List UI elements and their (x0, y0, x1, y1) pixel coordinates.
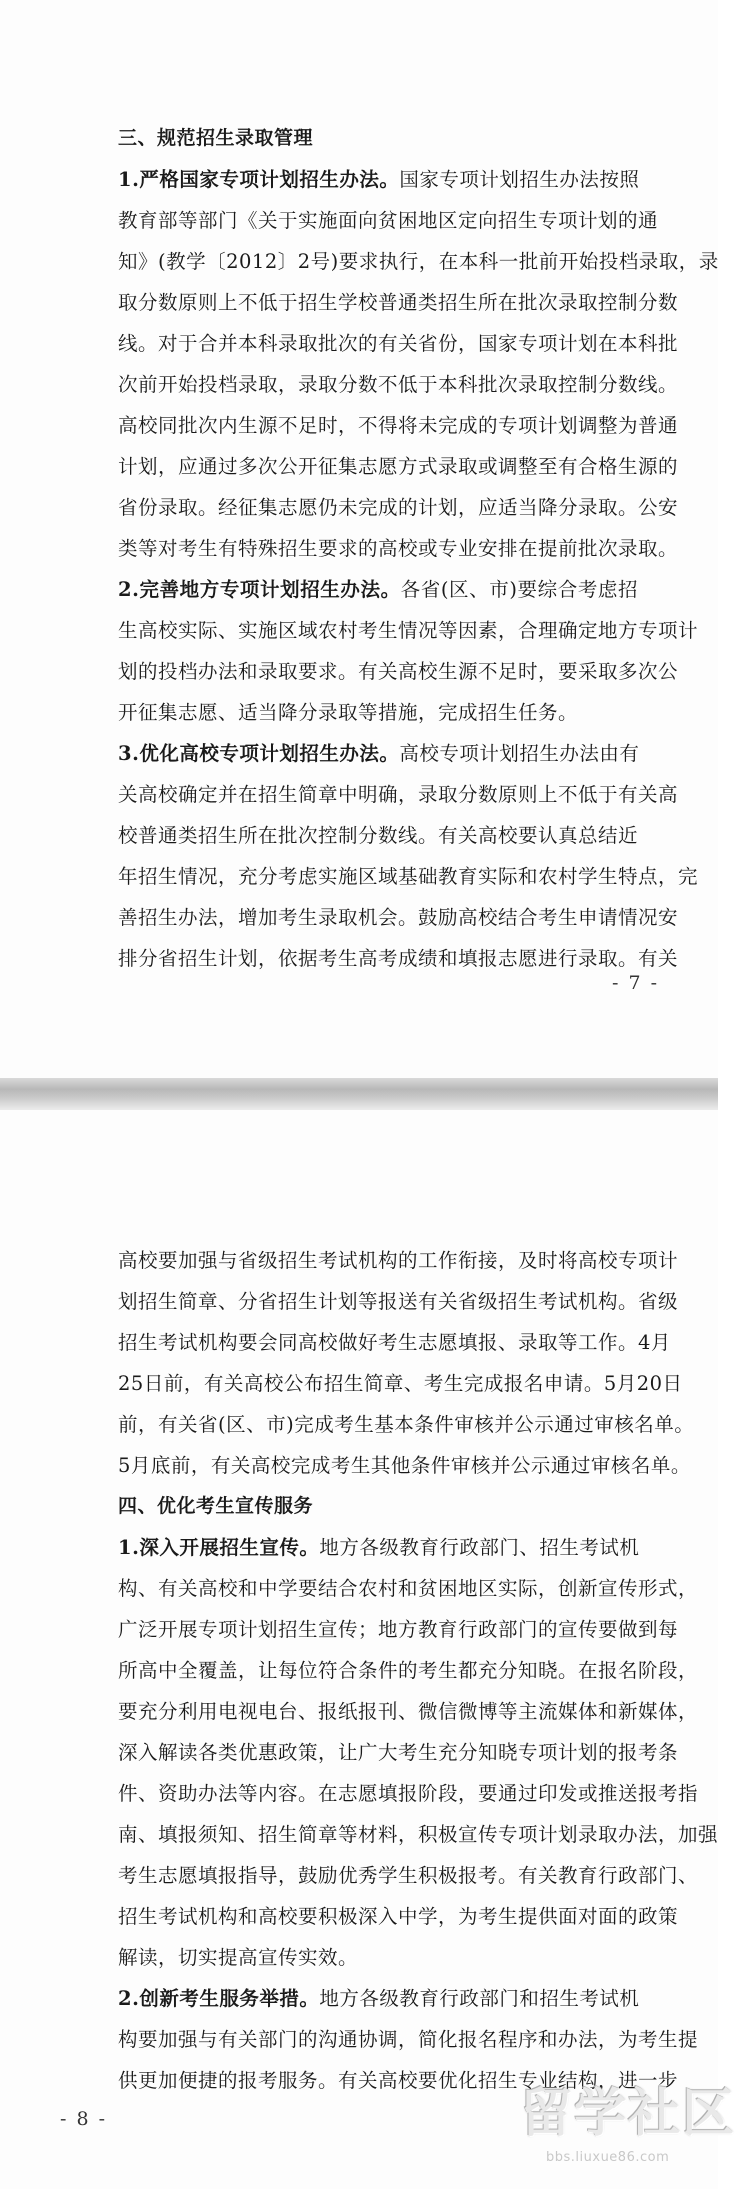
text-line (118, 569, 638, 610)
line-text: 地方各级教育行政部门和招生考试机 (319, 1987, 640, 2010)
line-text: 高校专项计划招生办法由有 (399, 742, 640, 765)
line-text: 教育部等部门《关于实施面向贫困地区定向招生专项计划的通 (118, 209, 659, 232)
line-text: 深入解读各类优惠政策，让广大考生充分知晓专项计划的报考条 (118, 1741, 679, 1764)
line-text: 划招生简章、分省招生计划等报送有关省级招生考试机构。省级 (118, 1290, 679, 1313)
line-text: 南、填报须知、招生简章等材料，积极宣传专项计划录取办法，加强 (118, 1823, 719, 1846)
text-line (118, 1609, 679, 1650)
text-line (118, 405, 679, 446)
line-text: 构要加强与有关部门的沟通协调，简化报名程序和办法，为考生提 (118, 2028, 699, 2051)
line-text: 地方各级教育行政部门、招生考试机 (319, 1536, 640, 1559)
text-line (118, 323, 679, 364)
text-line (118, 1650, 699, 1691)
text-line (118, 1445, 691, 1486)
text-line (118, 2019, 699, 2060)
text-line (118, 1404, 695, 1445)
line-text: 四、优化考生宣传服务 (118, 1495, 314, 1517)
line-text: 线。对于合并本科录取批次的有关省份，国家专项计划在本科批 (118, 332, 679, 355)
line-text: 高校同批次内生源不足时，不得将未完成的专项计划调整为普通 (118, 414, 679, 437)
text-line (118, 487, 679, 528)
text-line (118, 528, 679, 569)
section-heading (118, 1486, 638, 1527)
text-line (118, 897, 679, 938)
line-text: 前，有关省(区、市)完成考生基本条件审核并公示通过审核名单。 (118, 1413, 695, 1436)
line-text: 知》(教学〔2012〕2号)要求执行，在本科一批前开始投档录取，录 (118, 250, 719, 273)
text-line (118, 446, 679, 487)
line-text: 供更加便捷的报考服务。有关高校要优化招生专业结构，进一步 (118, 2069, 679, 2092)
text-line (118, 1527, 638, 1568)
line-text: 类等对考生有特殊招生要求的高校或专业安排在提前批次录取。 (118, 537, 679, 560)
text-line (118, 1937, 638, 1978)
line-text: 校普通类招生所在批次控制分数线。有关高校要认真总结近 (118, 824, 639, 847)
line-text: 构、有关高校和中学要结合农村和贫困地区实际，创新宣传形式， (118, 1577, 699, 1600)
text-line (118, 692, 638, 733)
page-separator (0, 1078, 718, 1110)
line-text: 善招生办法，增加考生录取机会。鼓励高校结合考生申请情况安 (118, 906, 679, 929)
text-line (118, 1896, 679, 1937)
line-text: 25日前，有关高校公布招生简章、考生完成报名申请。5月20日 (118, 1372, 683, 1395)
line-text: 广泛开展专项计划招生宣传；地方教育行政部门的宣传要做到每 (118, 1618, 679, 1641)
text-line (118, 856, 699, 897)
text-line (118, 1978, 638, 2019)
text-line (118, 1363, 683, 1404)
line-text: 解读，切实提高宣传实效。 (118, 1946, 359, 1969)
line-text: 关高校确定并在招生简章中明确，录取分数原则上不低于有关高 (118, 783, 679, 806)
section-heading (118, 118, 638, 159)
line-text: 5月底前，有关高校完成考生其他条件审核并公示通过审核名单。 (118, 1454, 691, 1477)
text-line (118, 1855, 699, 1896)
line-text: 计划，应通过多次公开征集志愿方式录取或调整至有合格生源的 (118, 455, 679, 478)
page-number-7: - 7 - (612, 972, 660, 994)
line-text: 三、规范招生录取管理 (118, 127, 314, 149)
document-page-8 (0, 1110, 718, 2189)
paragraph-lead: 3.优化高校专项计划招生办法。 (118, 742, 400, 765)
text-line (118, 651, 679, 692)
text-line (118, 159, 638, 200)
text-line (118, 774, 679, 815)
line-text: 年招生情况，充分考虑实施区域基础教育实际和农村学生特点，完 (118, 865, 699, 888)
line-text: 排分省招生计划，依据考生高考成绩和填报志愿进行录取。有关 (118, 947, 679, 970)
page-7-text (118, 118, 719, 979)
page-8-text (118, 1240, 719, 2101)
paragraph-lead: 1.严格国家专项计划招生办法。 (118, 168, 400, 191)
line-text: 次前开始投档录取，录取分数不低于本科批次录取控制分数线。 (118, 373, 679, 396)
site-watermark (520, 2084, 736, 2184)
line-text: 要充分利用电视电台、报纸报刊、微信微博等主流媒体和新媒体， (118, 1700, 699, 1723)
text-line (118, 1281, 679, 1322)
text-line (118, 938, 679, 979)
line-text: 所高中全覆盖，让每位符合条件的考生都充分知晓。在报名阶段， (118, 1659, 699, 1682)
text-line (118, 1322, 671, 1363)
line-text: 开征集志愿、适当降分录取等措施，完成招生任务。 (118, 701, 579, 724)
paragraph-lead: 1.深入开展招生宣传。 (118, 1536, 320, 1559)
line-text: 招生考试机构和高校要积极深入中学，为考生提供面对面的政策 (118, 1905, 679, 1928)
text-line (118, 241, 719, 282)
watermark-logo: 留学社区 (520, 2084, 736, 2144)
line-text: 取分数原则上不低于招生学校普通类招生所在批次录取控制分数 (118, 291, 679, 314)
line-text: 高校要加强与省级招生考试机构的工作衔接，及时将高校专项计 (118, 1249, 679, 1272)
paragraph-lead: 2.创新考生服务举措。 (118, 1987, 320, 2010)
paragraph-lead: 2.完善地方专项计划招生办法。 (118, 578, 401, 601)
line-text: 招生考试机构要会同高校做好考生志愿填报、录取等工作。4月 (118, 1331, 671, 1354)
text-line (118, 1773, 699, 1814)
line-text: 生高校实际、实施区域农村考生情况等因素，合理确定地方专项计 (118, 619, 699, 642)
text-line (118, 1240, 679, 1281)
line-text: 国家专项计划招生办法按照 (399, 168, 640, 191)
line-text: 划的投档办法和录取要求。有关高校生源不足时，要采取多次公 (118, 660, 679, 683)
text-line (118, 733, 638, 774)
text-line (118, 1691, 699, 1732)
text-line (118, 1814, 719, 1855)
text-line (118, 200, 659, 241)
document-page-7 (0, 0, 718, 1078)
line-text: 考生志愿填报指导，鼓励优秀学生积极报考。有关教育行政部门、 (118, 1864, 699, 1887)
text-line (118, 610, 699, 651)
page-number-8: - 8 - (60, 2108, 108, 2130)
text-line (118, 815, 638, 856)
text-line (118, 364, 679, 405)
text-line (118, 282, 679, 323)
watermark-url: bbs.liuxue86.com (546, 2150, 670, 2165)
line-text: 各省(区、市)要综合考虑招 (400, 578, 639, 601)
text-line (118, 1568, 699, 1609)
line-text: 件、资助办法等内容。在志愿填报阶段，要通过印发或推送报考指 (118, 1782, 699, 1805)
text-line (118, 1732, 679, 1773)
line-text: 省份录取。经征集志愿仍未完成的计划，应适当降分录取。公安 (118, 496, 679, 519)
